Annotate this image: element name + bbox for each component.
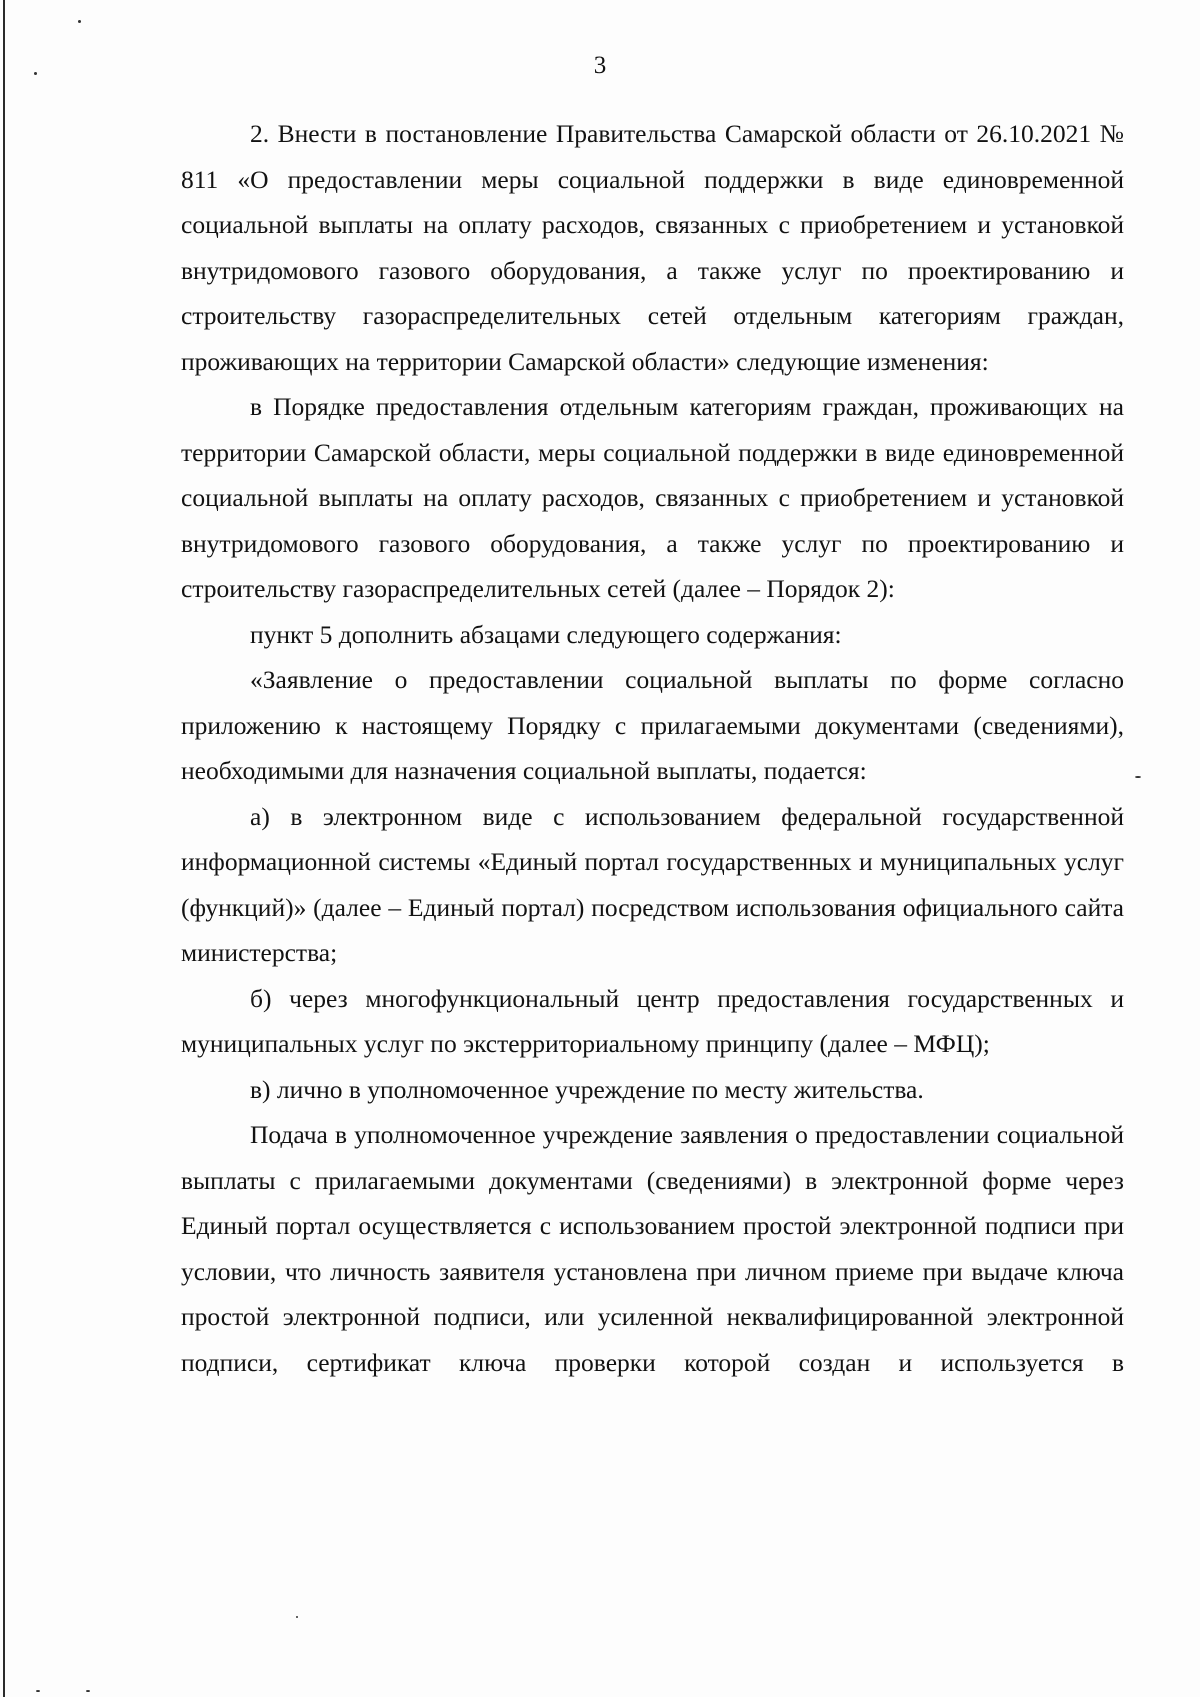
scan-speck xyxy=(36,1690,40,1692)
paragraph-procedure: в Порядке предоставления отдельным категориям граждан, проживающих на территории Самарской области, меры социальной поддержки в виде единовременной социальной выплаты на оплату расходов, связанных с приобретением и установкой внутридомового газового оборудования, а также услуг по проектированию и строительству газораспределительных сетей (далее – Порядок 2): xyxy=(181,392,1124,603)
scan-speck xyxy=(86,1690,90,1692)
scan-speck xyxy=(78,20,81,23)
scan-speck xyxy=(296,1616,298,1618)
document-body xyxy=(181,111,1124,1385)
paragraph-amendment: 2. Внести в постановление Правительства Самарской области от 26.10.2021 № 811 «О предоставлении меры социальной поддержки в виде единовременной социальной выплаты на оплату расходов, связанных с приобретением и установкой внутридомового газового оборудования, а также услуг по проектированию и строительству газораспределительных сетей отдельным категориям граждан, проживающих на территории Самарской области» следующие изменения: xyxy=(181,119,1124,376)
page-number: 3 xyxy=(593,52,607,79)
paragraph-item-a: а) в электронном виде с использованием федеральной государственной информационной системы «Единый портал государственных и муниципальных услуг (функций)» (далее – Единый портал) посредством использования официального сайта министерства; xyxy=(181,801,1124,967)
paragraph-item-c: в) лично в уполномоченное учреждение по месту жительства. xyxy=(250,1074,924,1104)
paragraph-item-b: б) через многофункциональный центр предоставления государственных и муниципальных услуг по экстерриториальному принципу (далее – МФЦ); xyxy=(181,983,1124,1058)
scan-edge-line xyxy=(3,0,5,1697)
paragraph-application: «Заявление о предоставлении социальной выплаты по форме согласно приложению к настоящему Порядку с прилагаемыми документами (сведениями), необходимыми для назначения социальной выплаты, подается: xyxy=(181,665,1124,785)
paragraph-supplement: пункт 5 дополнить абзацами следующего содержания: xyxy=(250,619,842,649)
scan-speck xyxy=(1135,776,1141,778)
paragraph-submission: Подача в уполномоченное учреждение заявления о предоставлении социальной выплаты с прилагаемыми документами (сведениями) в электронной форме через Единый портал осуществляется с использованием простой электронной подписи при условии, что личность заявителя установлена при личном приеме при выдаче ключа простой электронной подписи, или усиленной неквалифицированной электронной подписи, сертификат ключа проверки которой создан и используется в xyxy=(181,1120,1124,1377)
